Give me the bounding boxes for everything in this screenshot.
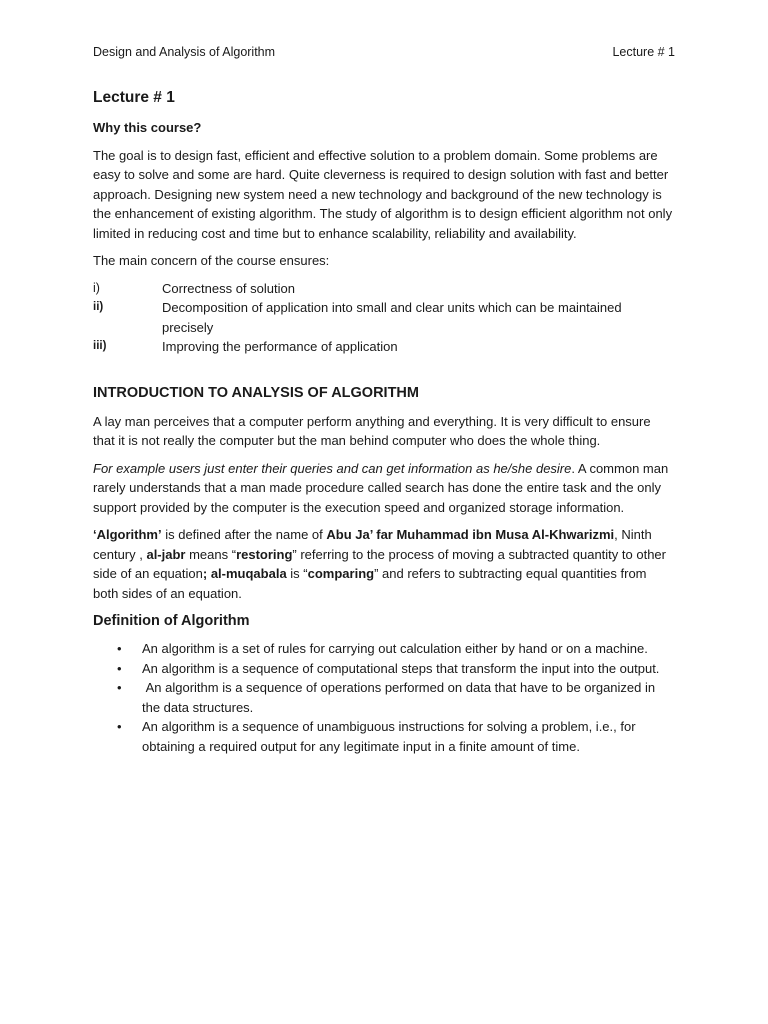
lay-man-paragraph: A lay man perceives that a computer perform anything and everything. It is very difficult to ensure that it is not really the computer but the man behind computer who does the whole thing. (93, 413, 651, 448)
concern-text: Decomposition of application into small and clear units which can be maintained precisely (162, 300, 622, 335)
text-run: is defined after the name of (161, 527, 327, 542)
definition-list (93, 639, 673, 756)
concern-text: Correctness of solution (162, 280, 295, 296)
list-marker: i) (93, 280, 100, 295)
list-item (93, 678, 673, 717)
concern-list (93, 279, 673, 357)
text-run: is “ (286, 566, 308, 581)
bold-term: comparing (307, 566, 375, 581)
list-item (93, 659, 673, 679)
concern-item (93, 298, 673, 337)
example-italic: For example users just enter their queries and can get information as he/she desire (93, 460, 572, 476)
definition-text: An algorithm is a sequence of computational steps that transform the input into the output. (142, 660, 660, 676)
definition-text: An algorithm is a sequence of operations performed on data that have to be organized in the data structures. (142, 680, 659, 715)
list-marker: ii) (93, 301, 104, 313)
lecture-title: Lecture # 1 (93, 89, 175, 106)
concern-line: The main concern of the course ensures: (93, 253, 330, 268)
why-heading: Why this course? (93, 120, 202, 135)
bold-term: ‘Algorithm’ (93, 527, 162, 542)
concern-item (93, 279, 673, 299)
text-run: ” referring to the process of moving a subtracted quantity to other side of an equation (93, 546, 666, 581)
example-rest: . A common man rarely understands that a man made procedure called search has done the entire task and the only support provided by the computer is the execution speed and organized storage information. (93, 460, 669, 515)
definition-heading: Definition of Algorithm (93, 613, 250, 629)
text-run: means “ (185, 546, 237, 562)
list-item (93, 639, 673, 659)
page-header (93, 44, 675, 60)
intro-section-heading: INTRODUCTION TO ANALYSIS OF ALGORITHM (93, 384, 419, 401)
definition-text: An algorithm is a set of rules for carrying out calculation either by hand or on a machine. (142, 641, 648, 656)
text-run: ” and refers to subtracting equal quantities from both sides of an equation. (93, 566, 647, 601)
intro-paragraph: The goal is to design fast, efficient and effective solution to a problem domain. Some problems are easy to solve and some are hard. Quite cleverness is required to design solution with fast and better approach. Designing new system need a new technology and background of the new technology is the enhancement of existing algorithm. The study of algorithm is to design efficient algorithm not only limited in reducing cost and time but to enhance scalability, reliability and availability. (93, 147, 673, 241)
bullet-icon: • (117, 680, 122, 695)
bullet-icon: • (117, 660, 122, 676)
bullet-icon: • (117, 719, 122, 734)
header-lecture-number: Lecture # 1 (612, 45, 675, 59)
bold-term: restoring (236, 546, 293, 562)
origin-paragraph (93, 525, 673, 603)
bold-term: ; al-muqabala (202, 566, 287, 581)
bold-term: al-jabr (146, 546, 186, 562)
concern-item (93, 337, 673, 357)
concern-text: Improving the performance of application (162, 339, 398, 354)
bold-term: Abu Ja’ far Muhammad ibn Musa Al-Khwarizmi (326, 527, 615, 542)
example-paragraph (93, 459, 673, 518)
list-item (93, 717, 673, 756)
header-course-title: Design and Analysis of Algorithm (93, 45, 276, 59)
definition-text: An algorithm is a sequence of unambiguous instructions for solving a problem, i.e., for obtaining a required output for any legitimate input in a finite amount of time. (142, 719, 636, 754)
bullet-icon: • (117, 641, 122, 656)
list-marker: iii) (93, 340, 107, 352)
document-body (93, 88, 673, 756)
text-run: , Ninth century , (93, 527, 652, 562)
